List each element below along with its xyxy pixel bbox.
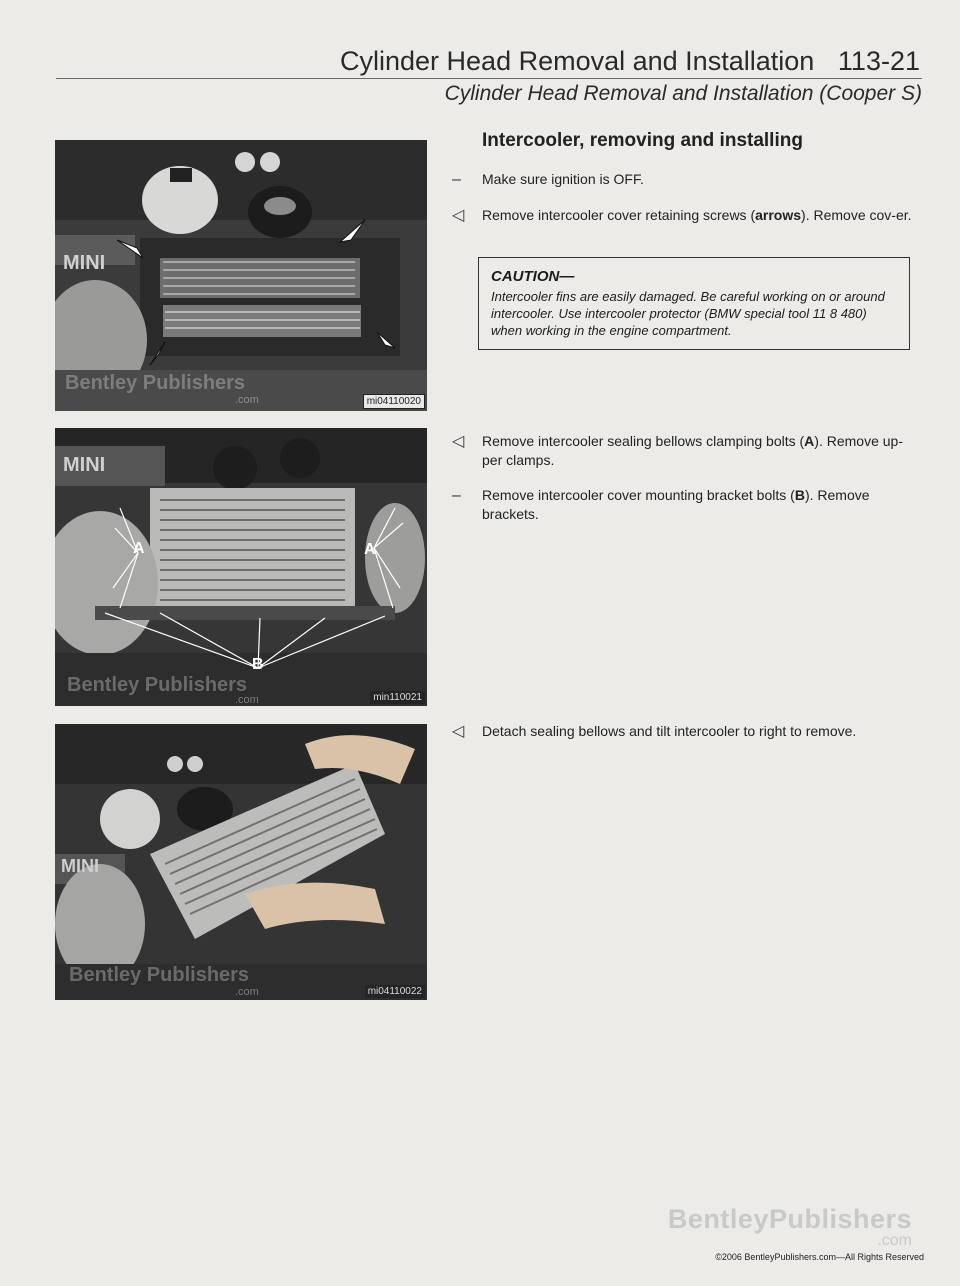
step-text: Remove intercooler cover mounting bracket bolts (B). Remove brackets.: [482, 487, 870, 522]
photo-1-badge: MINI: [63, 252, 106, 274]
step-text: Remove intercooler cover retaining screws (arrows). Remove cov-er.: [482, 207, 912, 223]
photo-2-id: min110021: [370, 691, 425, 704]
dash-marker: –: [452, 487, 461, 504]
label-a-right: A: [364, 541, 376, 558]
page-number: 113-21: [837, 46, 920, 76]
photo-1-id: mi04110020: [363, 394, 425, 409]
step-text: Detach sealing bellows and tilt intercooler to right to remove.: [482, 723, 857, 739]
photo-3-watermark: Bentley Publishers: [69, 964, 250, 986]
header-rule: [56, 78, 922, 79]
photo-1-watermark: Bentley Publishers: [65, 372, 246, 394]
caution-box: [478, 257, 910, 350]
bold-ref: A: [804, 433, 815, 449]
dash-marker: –: [452, 171, 461, 188]
header-title: Cylinder Head Removal and Installation: [340, 46, 815, 76]
caution-body: Intercooler fins are easily damaged. Be careful working on or around intercooler. Use intercooler protector (BMW special tool 11 8 480) when working in the engine compartment.: [491, 289, 885, 338]
step-remove-brackets: [452, 486, 922, 524]
caution-title: CAUTION—: [491, 268, 575, 285]
footer-com: .com: [877, 1232, 912, 1249]
photo-3-watermark-com: .com: [235, 986, 259, 998]
photo-2-illustration: [55, 428, 427, 706]
step-detach-bellows: [452, 722, 922, 741]
left-arrow-marker: ◁: [452, 433, 465, 450]
left-arrow-marker: ◁: [452, 723, 465, 740]
photo-intercooler-bellows: [55, 428, 427, 706]
footer-copyright: ©2006 BentleyPublishers.com—All Rights Reserved: [715, 1252, 924, 1262]
photo-3-illustration: [55, 724, 427, 1000]
section-title: Intercooler, removing and installing: [482, 130, 803, 151]
left-arrow-marker: ◁: [452, 207, 465, 224]
step-remove-cover-screws: [452, 206, 922, 225]
photo-1-watermark-com: .com: [235, 394, 259, 406]
photo-2-watermark: Bentley Publishers: [67, 674, 248, 696]
step-remove-bellows-bolts: [452, 432, 922, 470]
photo-2-watermark-com: .com: [235, 694, 259, 706]
bold-ref: B: [794, 487, 805, 503]
footer-brand: BentleyPublishers: [667, 1204, 912, 1234]
photo-2-badge: MINI: [63, 454, 106, 476]
photo-intercooler-removal: [55, 724, 427, 1000]
photo-3-badge: MINI: [61, 856, 99, 876]
step-ignition-off: [452, 170, 922, 189]
photo-intercooler-cover: [55, 140, 427, 411]
label-a-left: A: [133, 540, 145, 557]
header-subtitle: Cylinder Head Removal and Installation (Cooper S): [444, 82, 922, 105]
bold-ref: arrows: [755, 207, 802, 223]
label-b: B: [252, 656, 264, 673]
step-text: Make sure ignition is OFF.: [482, 171, 644, 187]
photo-3-id: mi04110022: [365, 985, 425, 998]
photo-1-illustration: [55, 140, 427, 411]
step-text: Remove intercooler sealing bellows clamping bolts (A). Remove up-per clamps.: [482, 433, 903, 468]
header-main: [340, 46, 920, 77]
